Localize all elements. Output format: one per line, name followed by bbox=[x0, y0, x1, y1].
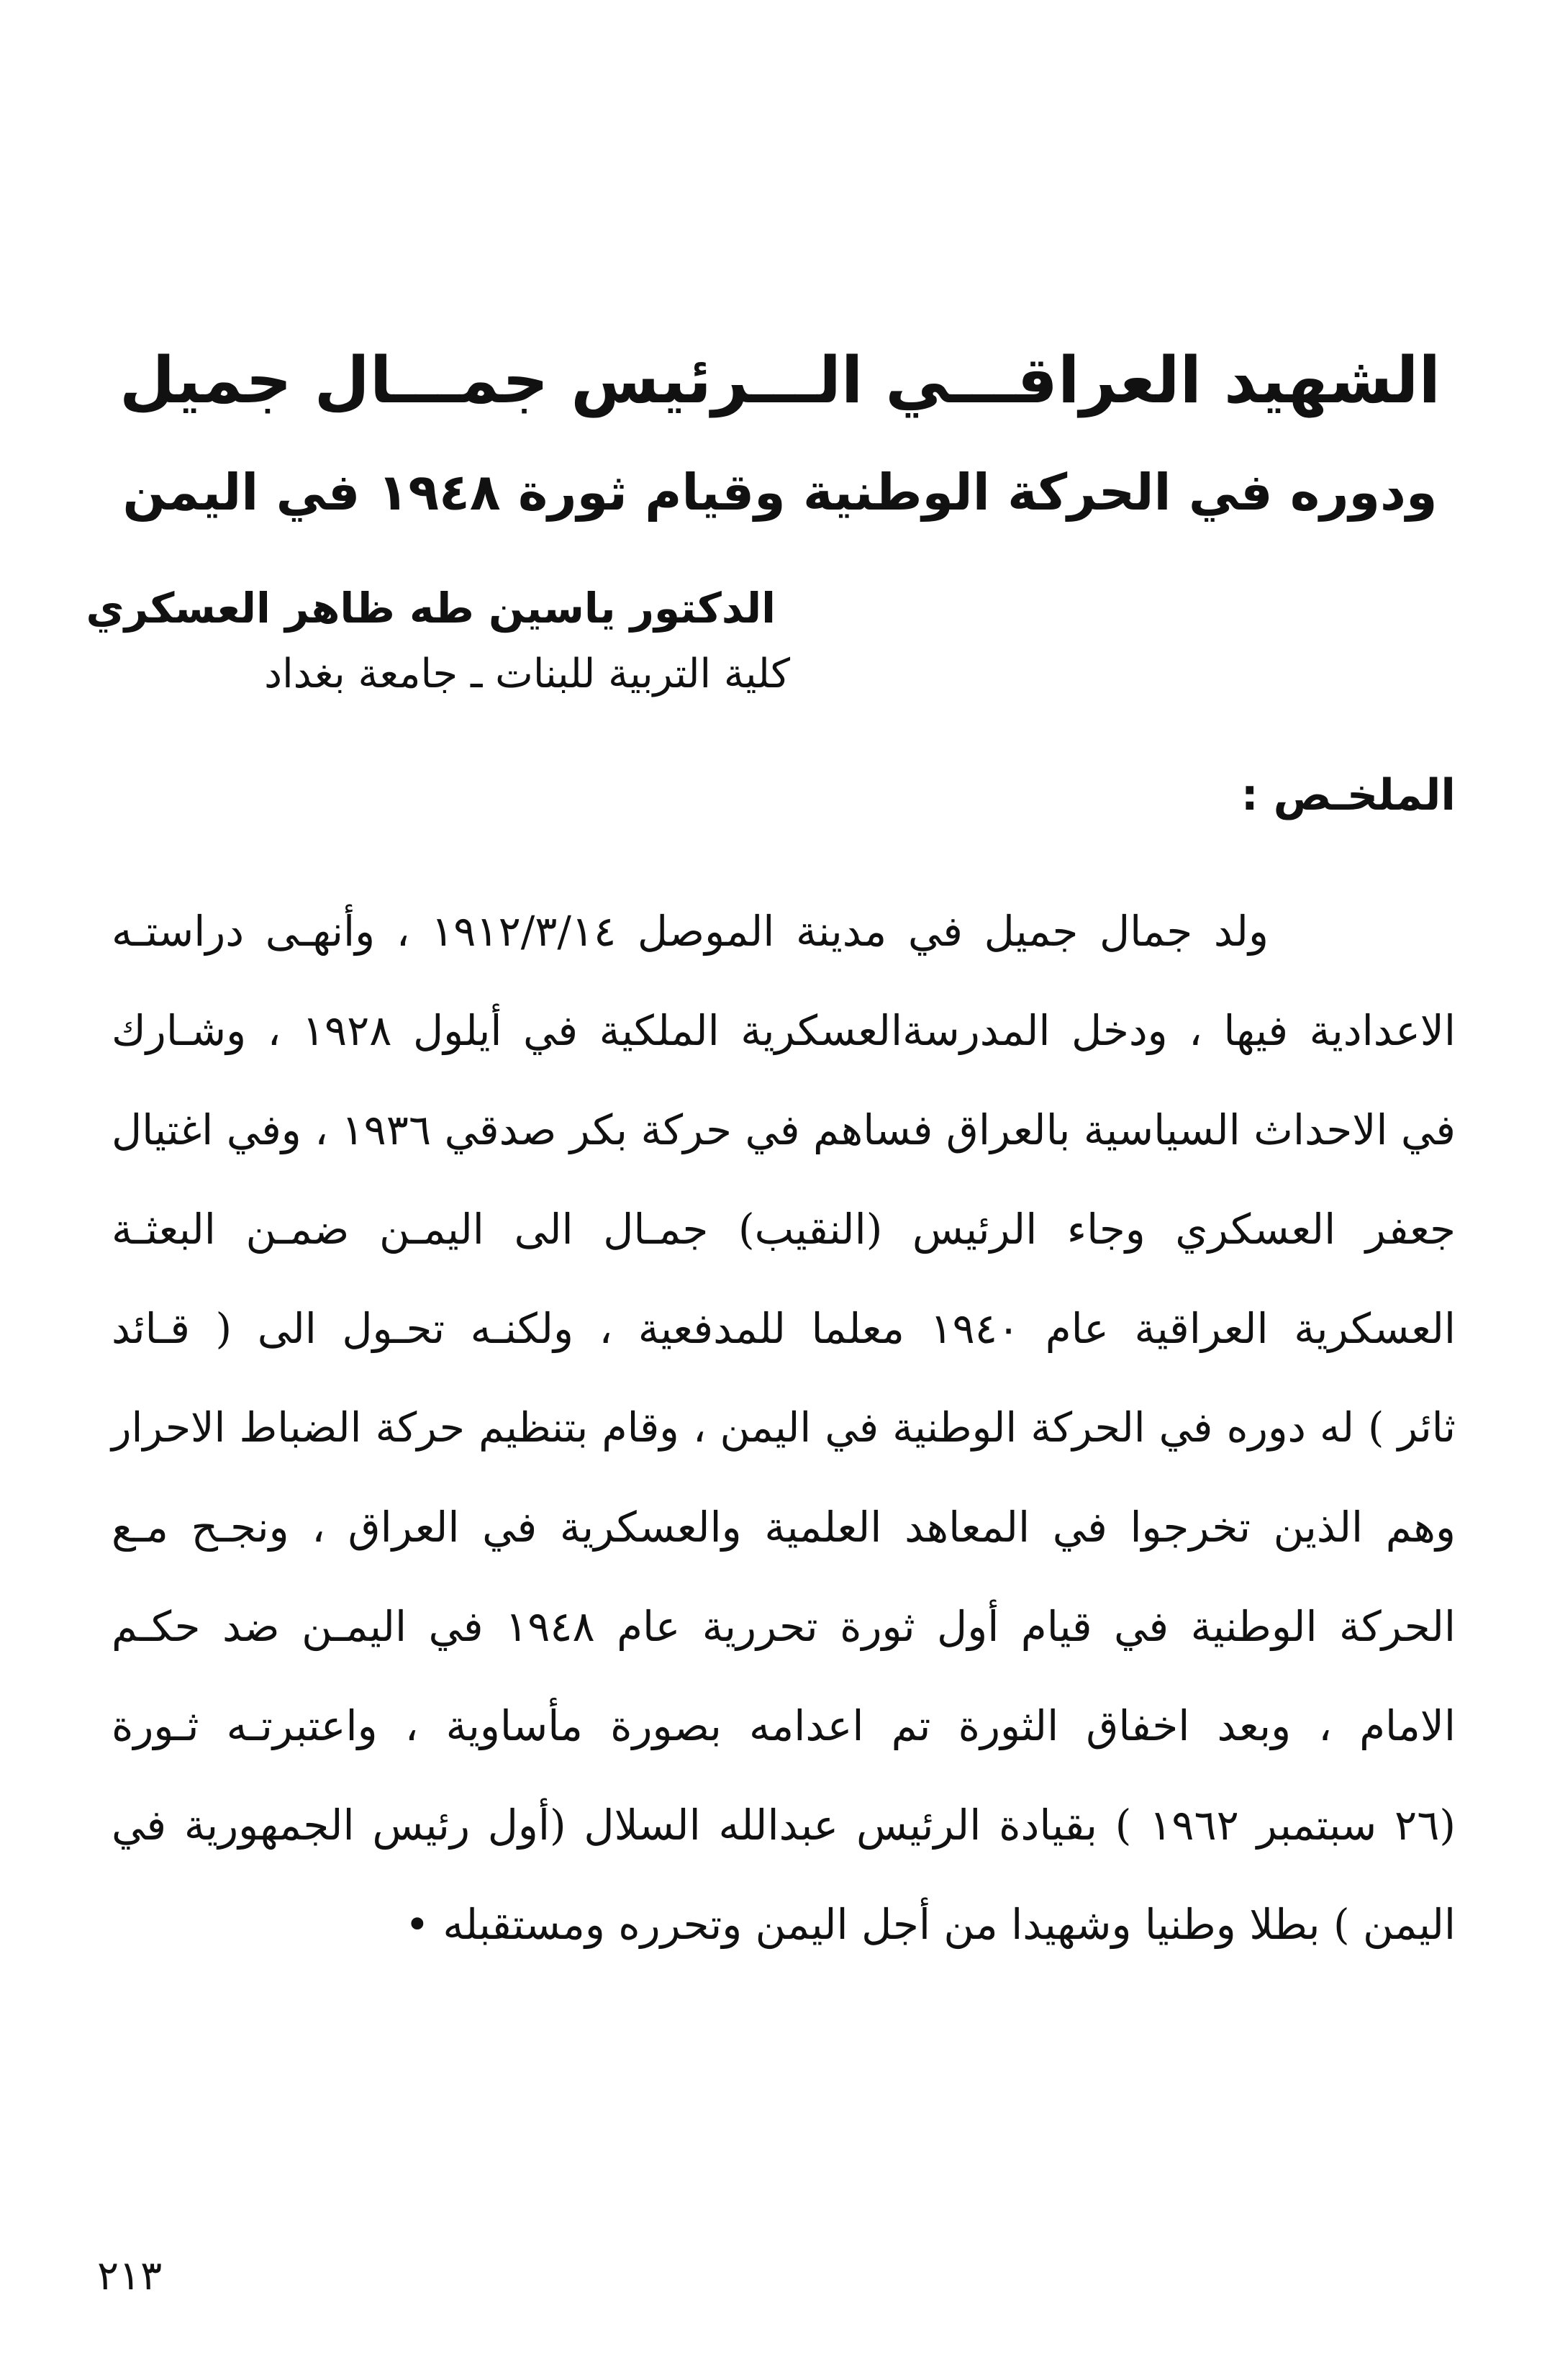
title-line-1: الشهيد العراقـــي الـــرئيس جمـــال جميل bbox=[119, 343, 1441, 417]
abstract-line: الامام ، وبعد اخفاق الثورة تم اعدامه بصورة مأساوية ، واعتبرتـه ثـورة bbox=[112, 1701, 1456, 1750]
abstract-body bbox=[112, 882, 1456, 1974]
article-title bbox=[115, 324, 1445, 548]
abstract-line: ولد جمال جميل في مدينة الموصل ١٩١٢/٣/١٤ ، وأنهـى دراستـه bbox=[112, 907, 1269, 956]
abstract-line: العسكرية العراقية عام ١٩٤٠ معلما للمدفعية ، ولكنـه تحـول الى ( قـائد bbox=[112, 1304, 1456, 1353]
abstract-line: جعفر العسكري وجاء الرئيس (النقيب) جمـال الى اليمـن ضمـن البعثـة bbox=[112, 1205, 1456, 1254]
abstract-line: اليمن ) بطلا وطنيا وشهيدا من أجل اليمن وتحرره ومستقبله • bbox=[404, 1900, 1456, 1949]
author-affiliation: كلية التربية للبنات ـ جامعة بغداد bbox=[264, 651, 790, 697]
abstract-line: ثائر ) له دوره في الحركة الوطنية في اليمن ، وقام بتنظيم حركة الضباط الاحرار bbox=[112, 1404, 1456, 1452]
title-line-2: ودوره في الحركة الوطنية وقيام ثورة ١٩٤٨ في اليمن bbox=[122, 463, 1438, 522]
abstract-line: في الاحداث السياسية بالعراق فساهم في حركة بكر صدقي ١٩٣٦ ، وفي اغتيال bbox=[112, 1105, 1456, 1154]
author-name: الدكتور ياسين طه ظاهر العسكري bbox=[86, 584, 776, 633]
abstract-line: (٢٦ سبتمبر ١٩٦٢ ) بقيادة الرئيس عبدالله السلال (أول رئيس الجمهورية في bbox=[112, 1801, 1456, 1850]
abstract-line: الحركة الوطنية في قيام أول ثورة تحررية عام ١٩٤٨ في اليمـن ضد حكـم bbox=[112, 1602, 1456, 1651]
abstract-line: الاعدادية فيها ، ودخل المدرسةالعسكرية الملكية في أيلول ١٩٢٨ ، وشـارك bbox=[112, 1006, 1456, 1055]
abstract-heading: الملخـص : bbox=[1241, 770, 1456, 820]
abstract-line: وهم الذين تخرجوا في المعاهد العلمية والعسكرية في العراق ، ونجـح مـع bbox=[112, 1503, 1456, 1552]
page-number: ٢١٣ bbox=[97, 2253, 163, 2299]
